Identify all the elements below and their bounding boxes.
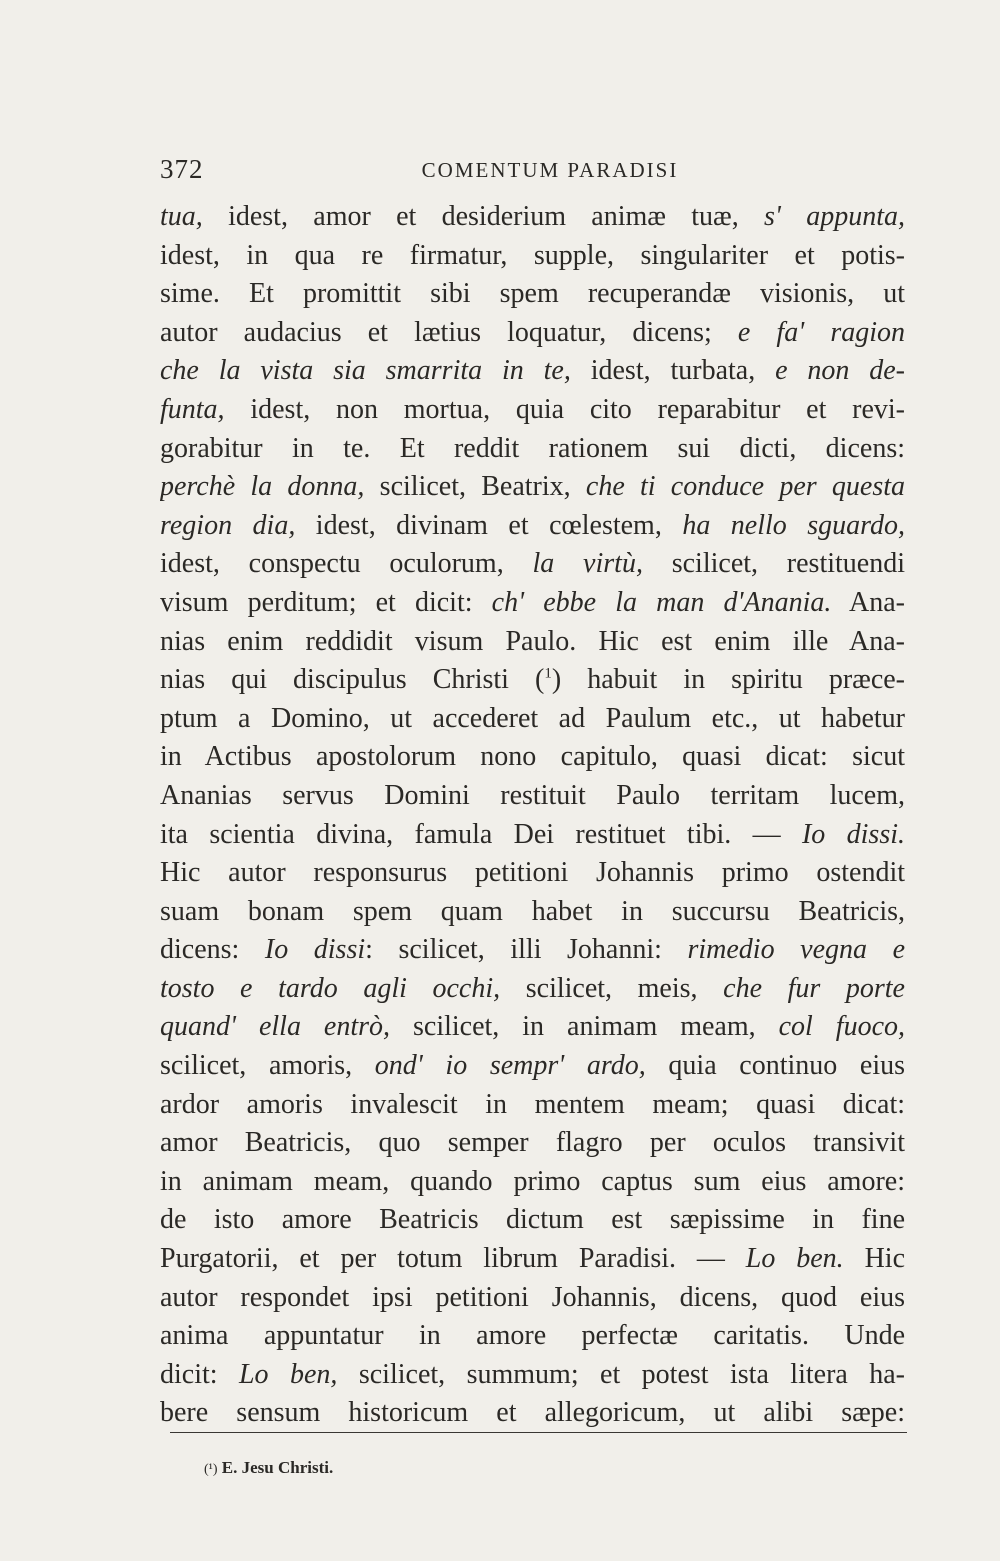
italic-quote: e fa' ragion: [737, 316, 905, 348]
text-run: visum perditum; et dicit:: [160, 586, 492, 618]
text-line: [160, 275, 905, 314]
text-line: [160, 314, 905, 353]
text-run: Ananias servus Domini restituit Paulo territam lucem,: [160, 779, 905, 811]
text-line: [160, 738, 905, 777]
text-run: in animam meam, quando primo captus sum eius amore:: [160, 1165, 905, 1197]
footnote: [204, 1458, 333, 1478]
footnote-rule: [170, 1432, 907, 1433]
text-line: [160, 700, 905, 739]
footnote-text: E. Jesu Christi.: [221, 1458, 334, 1477]
text-run: gorabitur in te. Et reddit rationem sui dicti, dicens:: [160, 432, 905, 464]
text-run: idest, in qua re firmatur, supple, singulariter et potis-: [160, 239, 905, 271]
text-run: idest, non mortua, quia cito reparabitur et revi-: [224, 393, 905, 425]
text-line: [160, 1008, 905, 1047]
text-line: [160, 584, 905, 623]
italic-quote: Lo ben,: [238, 1358, 338, 1390]
text-line: [160, 1240, 905, 1279]
text-line: [160, 623, 905, 662]
text-run: scilicet, summum; et potest ista litera ha-: [337, 1358, 905, 1390]
text-line: [160, 1086, 905, 1125]
text-run: : scilicet, illi Johanni:: [365, 934, 688, 966]
text-line: [160, 661, 905, 700]
footnote-ref: 1: [544, 665, 552, 682]
text-line: [160, 1317, 905, 1356]
text-line: [160, 931, 905, 970]
text-line: [160, 1356, 905, 1395]
text-run: quia continuo eius: [645, 1050, 905, 1082]
text-line: [160, 391, 905, 430]
text-line: [160, 430, 905, 469]
italic-quote: che la vista sia smarrita in te,: [160, 355, 571, 387]
text-run: ardor amoris invalescit in mentem meam; quasi dicat:: [160, 1088, 905, 1120]
page-number: 372: [160, 154, 204, 184]
text-line: [160, 468, 905, 507]
text-run: ita scientia divina, famula Dei restituet tibi. —: [160, 818, 802, 850]
text-run: scilicet, in animam meam,: [390, 1011, 779, 1043]
italic-quote: ha nello sguardo,: [682, 509, 905, 541]
italic-quote: tosto e tardo agli occhi,: [160, 972, 501, 1004]
text-run: autor respondet ipsi petitioni Johannis, dicens, quod eius: [160, 1281, 905, 1313]
text-line: [160, 1047, 905, 1086]
text-run: Purgatorii, et per totum librum Paradisi. —: [160, 1243, 746, 1275]
text-line: [160, 1201, 905, 1240]
italic-quote: s' appunta,: [764, 201, 905, 232]
page-header: [160, 154, 905, 190]
text-run: amor Beatricis, quo semper flagro per oculos transivit: [160, 1127, 905, 1159]
text-line: [160, 893, 905, 932]
italic-quote: che ti conduce per questa: [585, 471, 905, 503]
text-run: ptum a Domino, ut accederet ad Paulum etc., ut habetur: [160, 702, 905, 734]
italic-quote: rimedio vegna e: [687, 934, 905, 966]
text-run: Hic: [843, 1243, 905, 1275]
text-run: suam bonam spem quam habet in succursu Beatricis,: [160, 895, 905, 927]
text-run: idest, amor et desiderium animæ tuæ,: [202, 201, 765, 232]
text-line: [160, 1163, 905, 1202]
text-run: idest, turbata,: [570, 355, 776, 387]
text-run: scilicet, restituendi: [642, 548, 905, 580]
text-line: [160, 970, 905, 1009]
text-run: anima appuntatur in amore perfectæ caritatis. Unde: [160, 1320, 905, 1352]
italic-quote: col fuoco,: [778, 1011, 905, 1043]
text-line: [160, 507, 905, 546]
italic-quote: quand' ella entrò,: [160, 1011, 391, 1043]
text-run: autor audacius et lætius loquatur, dicens;: [160, 316, 738, 348]
text-line: [160, 237, 905, 276]
italic-quote: che fur porte: [723, 972, 905, 1004]
text-line: [160, 854, 905, 893]
text-line: [160, 816, 905, 855]
italic-quote: e non de-: [775, 355, 905, 387]
text-line: [160, 198, 905, 237]
text-line: [160, 777, 905, 816]
text-run: sime. Et promittit sibi spem recuperandæ visionis, ut: [160, 278, 905, 310]
text-line: [160, 1279, 905, 1318]
text-run: bere sensum historicum et allegoricum, ut alibi sæpe:: [160, 1397, 905, 1429]
text-run: ) habuit in spiritu præce-: [551, 664, 905, 696]
italic-quote: perchè la donna,: [160, 471, 365, 503]
text-run: scilicet, meis,: [500, 972, 724, 1004]
footnote-marker: (¹): [204, 1462, 218, 1477]
text-run: de isto amore Beatricis dictum est sæpissime in fine: [160, 1204, 905, 1236]
text-line: [160, 1124, 905, 1163]
italic-quote: Lo ben.: [745, 1243, 844, 1275]
text-line: [160, 545, 905, 584]
italic-quote: la virtù,: [532, 548, 643, 580]
text-run: idest, divinam et cœlestem,: [295, 509, 683, 541]
text-line: [160, 352, 905, 391]
text-run: nias qui discipulus Christi (: [160, 664, 545, 696]
italic-quote: Io dissi: [264, 934, 366, 966]
text-run: Ana-: [831, 586, 905, 618]
text-run: in Actibus apostolorum nono capitulo, quasi dicat: sicut: [160, 741, 905, 773]
italic-quote: region dia,: [160, 509, 296, 541]
text-run: dicens:: [160, 934, 265, 966]
text-run: dicit:: [160, 1358, 239, 1390]
body-text: [160, 198, 905, 1433]
running-title: COMENTUM PARADISI: [421, 158, 679, 182]
italic-quote: Io dissi.: [801, 818, 905, 850]
text-line: [160, 1394, 905, 1433]
text-run: scilicet, Beatrix,: [364, 471, 586, 503]
text-run: nias enim reddidit visum Paulo. Hic est enim ille Ana-: [160, 625, 905, 657]
italic-quote: funta,: [160, 393, 225, 425]
italic-quote: ch' ebbe la man d'Anania.: [491, 586, 832, 618]
italic-quote: ond' io sempr' ardo,: [374, 1050, 646, 1082]
italic-quote: tua,: [160, 201, 203, 232]
text-run: scilicet, amoris,: [160, 1050, 375, 1082]
text-run: Hic autor responsurus petitioni Johannis primo ostendit: [160, 857, 905, 889]
text-run: idest, conspectu oculorum,: [160, 548, 533, 580]
